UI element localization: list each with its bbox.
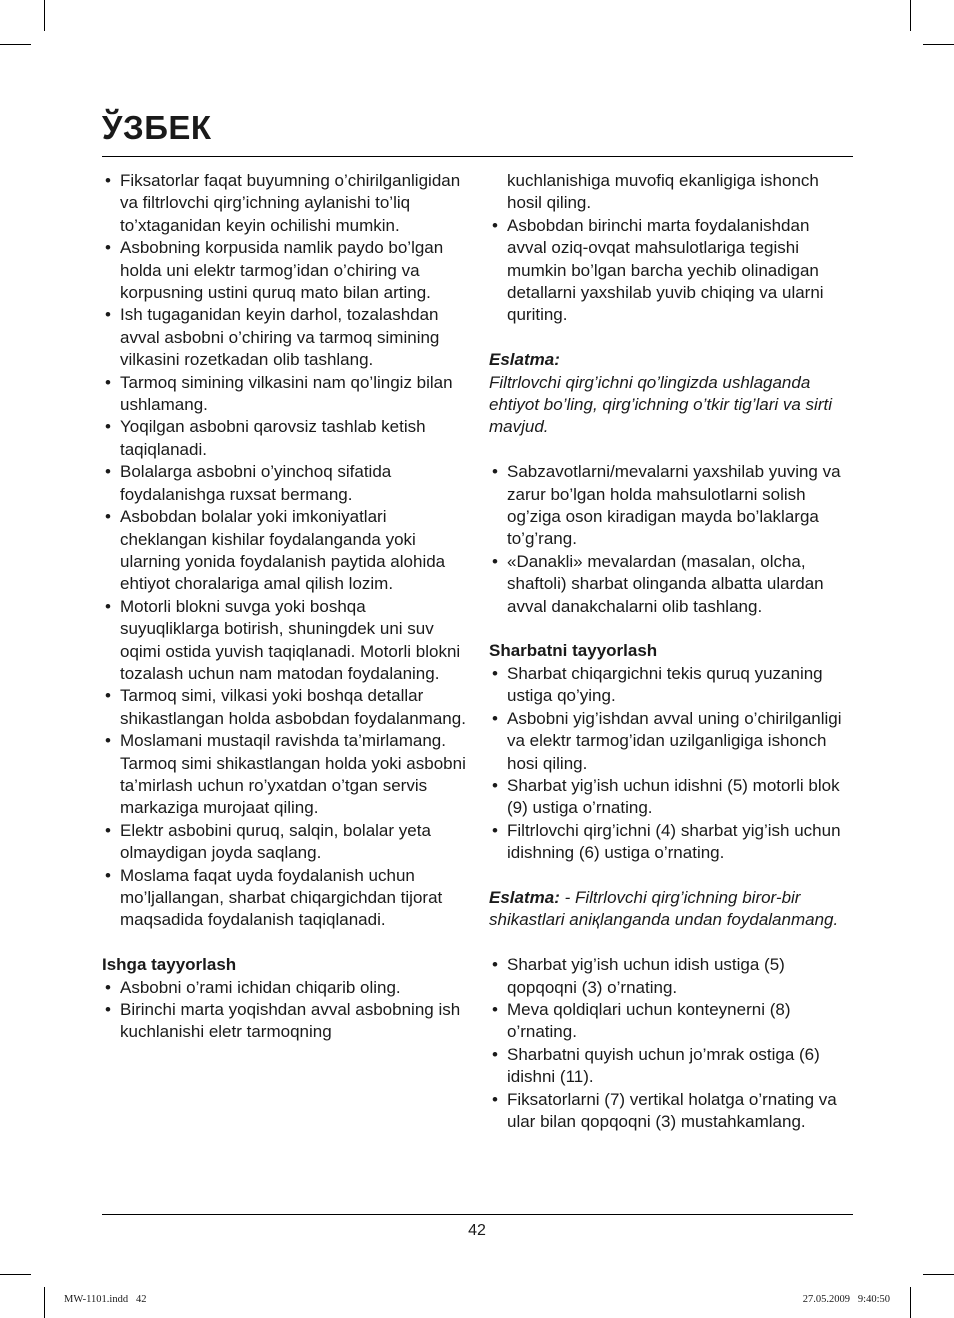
preparation-list [102,977,468,1044]
list-item: • Sabzavotlarni/mevalarni yaxshilab yuving va zarur bo’lgan holda mahsulotlarni solish og’ziga oson kiradigan mayda bo’laklarga to’g’rang. [489,461,853,551]
list-item: • Sharbatni quyish uchun jo’mrak ostiga (6) idishni (11). [489,1044,853,1089]
section-heading-juice: Sharbatni tayyorlash [489,641,658,661]
list-item: • Motorli blokni suvga yoki boshqa suyuqliklarga botirish, shuningdek uni suv oqimi ostida yuvish taqiqlanadi. Motorli blokni tozalash uchun nam matodan foydalaning. [102,596,468,686]
crop-mark [923,1274,954,1275]
list-item: • «Danakli» mevalardan (masalan, olcha, shaftoli) sharbat olinganda albatta ulardan avval danakchalarni olib tashlang. [489,551,853,618]
list-item: • Moslama faqat uyda foydalanish uchun mo’ljallangan, sharbat chiqargichdan tijorat maqsadida foydalanish taqiqlanadi. [102,865,468,932]
slug-date: 27.05.2009 9:40:50 [802,1294,890,1305]
right-column [489,170,853,1133]
list-item: • Asbobni yig’ishdan avval uning o’chirilganligi va elektr tarmog’idan uzilganligiga ishonch hosi qiling. [489,708,853,775]
page-number: 42 [468,1222,486,1239]
note-2 [489,887,853,932]
note-title: Eslatma: [489,887,560,907]
list-item: • Asbobdan bolalar yoki imkoniyatlari cheklangan kishilar foydalanganda yoki ularning yonida foydalanish paytida alohida ehtiyot choralariga amal qilish lozim. [102,506,468,596]
list-item: • Asbobning korpusida namlik paydo bo’lgan holda uni elektr tarmog’idan o’chiring va korpusning ustini quruq mato bilan arting. [102,237,468,304]
list-item: • Asbobdan birinchi marta foydalanishdan avval oziq-ovqat mahsulotlariga tegishi mumkin bo’lgan barcha yechib olinadigan detallarni yaxshilab yuvib chiqing va ularni quriting. [489,215,853,327]
crop-mark [923,44,954,45]
safety-list [102,170,468,932]
list-item: • Sharbat chiqargichni tekis quruq yuzaning ustiga qo’ying. [489,663,853,708]
list-item: • Moslamani mustaqil ravishda ta’mirlamang. Tarmoq simi shikastlangan holda yoki asbobni ta’mirlash uchun ro’yxatdan o’tgan servis markaziga murojaat qiling. [102,730,468,820]
note-text: - Filtrlovchi qirg’ichning biror-bir shikastlari aniқlanganda undan foydalanmang. [489,887,839,930]
fruit-prep-list [489,461,853,618]
note-text: Filtrlovchi qirg’ichni qo’lingizda ushlaganda ehtiyot bo’ling, qirg’ichning o’tkir tig’lari va sirti mavjud. [489,372,832,437]
list-item: • Tarmoq simi, vilkasi yoki boshqa detallar shikastlangan holda asbobdan foydalanmang. [102,685,468,730]
crop-mark [44,1287,45,1318]
list-item: • Tarmoq simining vilkasini nam qo’lingiz bilan ushlamang. [102,372,468,417]
list-item: • Asbobni o’rami ichidan chiqarib oling. [102,977,468,999]
spacer [489,439,853,461]
crop-mark [0,44,31,45]
list-item: • Meva qoldiqlari uchun konteynerni (8) o’rnating. [489,999,853,1044]
list-item: • Yoqilgan asbobni qarovsiz tashlab ketish taqiqlanadi. [102,416,468,461]
list-item: • Ish tugaganidan keyin darhol, tozalashdan avval asbobni o’chiring va tarmoq simining vilkasini rozetkadan olib tashlang. [102,304,468,371]
page-title: ЎЗБЕК [102,109,212,146]
spacer [489,865,853,887]
list-item: • Fiksatorlar faqat buyumning o’chirilganligidan va filtrlovchi qirg’ichning aylanishi to’liq to’xtaganidan keyin ochilishi mumkin. [102,170,468,237]
list-item: • Sharbat yig’ish uchun idish ustiga (5) qopqoqni (3) o’rnating. [489,954,853,999]
juice-assembly-list [489,663,853,865]
final-assembly-list [489,954,853,1133]
note-title: Eslatma: [489,350,560,370]
footer-rule [102,1214,853,1215]
spacer [102,932,468,954]
spacer [489,618,853,640]
list-item: • Sharbat yig’ish uchun idishni (5) motorli blok (9) ustiga o’rnating. [489,775,853,820]
list-item: • Birinchi marta yoqishdan avval asbobning ish kuchlanishi eletr tarmoqning [102,999,468,1044]
left-column [102,170,468,1044]
crop-mark [910,0,911,31]
slug-file: MW-1101.indd 42 [64,1294,147,1305]
spacer [489,932,853,954]
spacer [489,327,853,349]
list-item: • Elektr asbobini quruq, salqin, bolalar yeta olmaydigan joyda saqlang. [102,820,468,865]
crop-mark [44,0,45,31]
list-item-continued: kuchlanishiga muvofiq ekanligiga ishonch hosil qiling. [507,171,819,213]
crop-mark [910,1287,911,1318]
list-item: • Fiksatorlarni (7) vertikal holatga o’rnating va ular bilan qopqoqni (3) mustahkamlang. [489,1089,853,1134]
header-rule [102,156,853,157]
list-item: • Filtrlovchi qirg’ichni (4) sharbat yig’ish uchun idishning (6) ustiga o’rnating. [489,820,853,865]
list-item: • Bolalarga asbobni o’yinchoq sifatida foydalanishga ruxsat bermang. [102,461,468,506]
section-heading-preparation: Ishga tayyorlash [102,955,237,975]
crop-mark [0,1274,31,1275]
continued-list [489,170,853,327]
